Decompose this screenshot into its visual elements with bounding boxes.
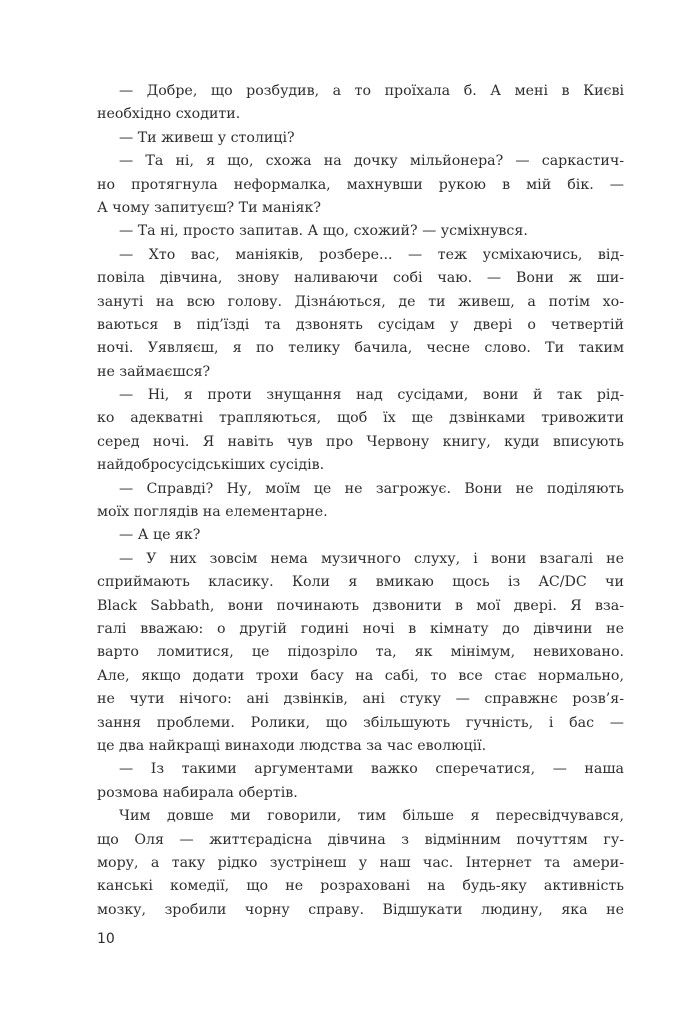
text-line: зання проблеми. Ролики, що збільшують гучність, і бас — [97,714,624,731]
text-line: — Із такими аргументами важко сперечатися, — наша [119,761,624,778]
text-line: варто ломитися, це підозріло та, як мінімум, невиховано. [97,644,624,661]
text-line: ночі. Уявляєш, я по телику бачила, чесне слово. Ти таким [97,340,624,357]
paragraph [97,80,624,127]
text-line: ко адекватні трапляються, щоб їх ще дзвінками тривожити [97,410,624,427]
text-line: Чим довше ми говорили, тим більше я пересвідчувався, [119,808,624,825]
text-line: — У них зовсім нема музичного слуху, і вони взагалі не [119,550,624,567]
text-line: розмова набирала обертів. [97,784,298,801]
text-line: ваються в під’їзді та дзвонять сусідам у двері о четвертій [97,316,624,333]
paragraph [97,244,624,384]
paragraph [97,524,624,547]
paragraph [97,805,624,922]
text-line: зануті на всю голову. Дізна́ються, де ти живеш, а потім хо- [97,293,624,310]
text-line: що Оля — життєрадісна дівчина з відмінним почуттям гу- [97,831,624,848]
paragraph [97,150,624,220]
text-line: но протягнула неформалка, махнувши рукою в мій бік. — [97,176,624,193]
text-line: необхідно сходити. [97,106,241,123]
text-line: мозку, зробили чорну справу. Відшукати людину, яка не [97,901,624,918]
paragraph [97,478,624,525]
text-line: — Справді? Ну, моїм це не загрожує. Вони не поділяють [119,480,624,497]
paragraph [97,758,624,805]
page-number: 10 [97,931,115,947]
text-line: Але, якщо додати трохи басу на сабі, то все стає нормально, [97,667,624,684]
text-line: не чути нічого: ані дзвінків, ані стуку — справжнє розв’я- [97,691,624,708]
paragraph [97,127,624,150]
text-line: сприймають класику. Коли я вмикаю щось із AC/DC чи [97,574,624,591]
text-line: — Ні, я проти знущання над сусідами, вони й так рід- [119,387,624,404]
paragraph [97,384,624,478]
text-line: канські комедії, що не розраховані на будь-яку активність [97,878,624,895]
text-line: найдобросусідськіших сусідів. [97,457,325,474]
paragraph [97,220,624,243]
text-line: — Ти живеш у столиці? [119,129,295,146]
text-line: моїх поглядів на елементарне. [97,504,328,521]
text-line: серед ночі. Я навіть чув про Червону книгу, куди вписують [97,433,624,450]
text-line: це два найкращі винаходи людства за час еволюції. [97,737,487,754]
paragraph [97,548,624,759]
text-line: — Та ні, просто запитав. А що, схожий? — усміхнувся. [119,223,528,240]
text-line: мору, а таку рідко зустрінеш у наш час. Інтернет та амери- [97,854,624,871]
text-line: — А це як? [119,527,201,544]
text-line: А чому запитуєш? Ти маніяк? [97,199,321,216]
text-line: — Хто вас, маніяків, розбере... — теж усміхаючись, від- [119,246,624,263]
text-line: галі вважаю: о другій годині ночі в кімнату до дівчини не [97,620,624,637]
text-line: Black Sabbath, вони починають дзвонити в мої двері. Я вза- [97,597,624,614]
text-line: повіла дівчина, знову наливаючи собі чаю. — Вони ж ши- [97,270,624,287]
page-body [97,80,624,922]
text-line: не займаєшся? [97,363,211,380]
text-line: — Та ні, я що, схожа на дочку мільйонера? — саркастич- [119,153,624,170]
text-line: — Добре, що розбудив, а то проїхала б. А мені в Києві [119,83,624,99]
